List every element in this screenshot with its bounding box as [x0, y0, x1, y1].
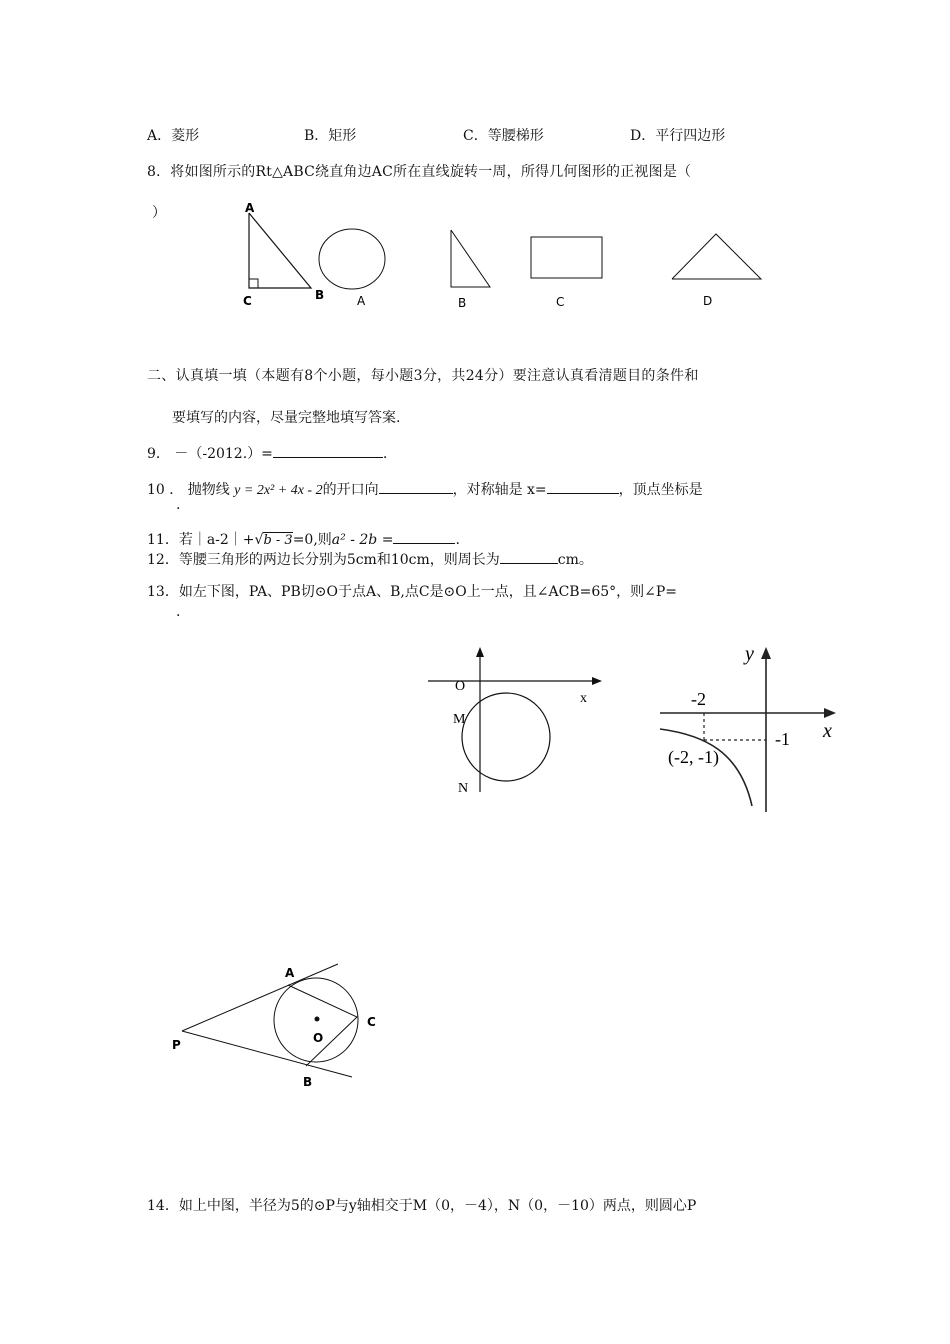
- q8-option-a-label: A: [357, 294, 366, 308]
- label-c2: C: [367, 1015, 376, 1029]
- label-y: y: [745, 643, 754, 665]
- label-o2: O: [313, 1031, 324, 1045]
- q13-tail: .: [176, 604, 181, 620]
- q13-question: 13．如左下图，PA、PB切⊙O于点A、B,点C是⊙O上一点，且∠ACB=65°，则∠P=: [147, 584, 678, 600]
- section2-line1: 二、认真填一填（本题有8个小题，每小题3分，共24分）要注意认真看清题目的条件和: [147, 368, 699, 384]
- label-x: x: [580, 691, 587, 706]
- q11-expr: a² - 2b =: [331, 532, 394, 548]
- label-p: P: [172, 1038, 181, 1052]
- label-point: (-2, -1): [668, 747, 719, 767]
- q12-text: 12．等腰三角形的两边长分别为5cm和10cm，则周长为: [147, 552, 500, 568]
- q7-option-d: D．平行四边形: [630, 128, 726, 144]
- label-x2: x: [823, 720, 832, 742]
- q8-option-d-label: D: [703, 294, 713, 308]
- q12-suffix: cm。: [557, 552, 593, 568]
- q8-label-a: A: [245, 201, 255, 215]
- sqrt-icon: √: [254, 532, 264, 548]
- section2-line2: 要填写的内容，尽量完整地填写答案.: [172, 410, 401, 426]
- label-o: O: [455, 679, 466, 694]
- q8-label-b: B: [315, 288, 325, 302]
- q7-option-b: B．矩形: [304, 128, 357, 144]
- q10-formula: y = 2x² + 4x - 2: [234, 483, 323, 498]
- q10-mid1: 的开口向: [322, 482, 379, 498]
- label-b2: B: [303, 1075, 313, 1089]
- q8-option-b-label: B: [458, 296, 467, 310]
- q8-option-c-label: C: [556, 295, 565, 309]
- q9-suffix: .: [382, 446, 388, 462]
- label-n: N: [458, 781, 469, 796]
- label-neg2: -2: [691, 689, 706, 709]
- q10-mid3: ，顶点坐标是: [618, 482, 703, 498]
- label-m: M: [453, 712, 466, 727]
- q8-close-paren: ）: [152, 205, 166, 221]
- q7-option-a: A．菱形: [147, 128, 200, 144]
- q10-tail: .: [176, 497, 181, 513]
- q7-option-c: C．等腰梯形: [463, 128, 544, 144]
- q8-label-c: C: [243, 294, 252, 308]
- q11-mid: =0,则: [292, 532, 332, 548]
- label-neg1: -1: [775, 729, 790, 749]
- q11-suffix: .: [455, 532, 460, 548]
- q14-question: 14．如上中图，半径为5的⊙P与y轴相交于M（0，－4），N（0，－10）两点，则圆心P: [147, 1198, 697, 1214]
- q8-question: 8．将如图所示的Rt△ABC绕直角边AC所在直线旋转一周，所得几何图形的正视图是（: [147, 164, 692, 180]
- q10-prefix: 10 ． 抛物线: [147, 482, 230, 498]
- q10-mid2: ，对称轴是 x=: [452, 482, 547, 498]
- center-dot: [315, 1017, 320, 1022]
- q11-prefix: 11．若｜a-2｜+: [147, 532, 255, 548]
- label-a2: A: [285, 966, 295, 980]
- q11-radicand: b - 3: [263, 533, 293, 548]
- q9-prefix: 9． －（-2012.）=: [147, 446, 273, 462]
